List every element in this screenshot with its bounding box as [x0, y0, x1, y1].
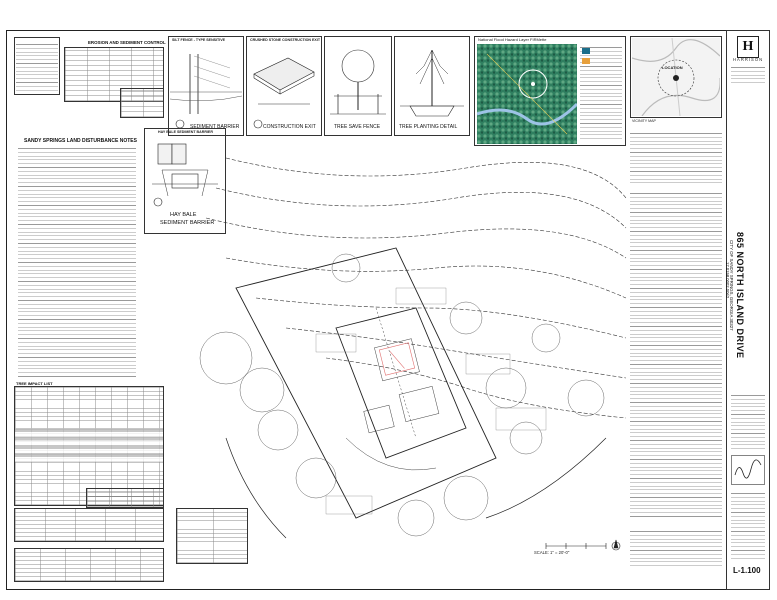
general-notes-text — [630, 190, 722, 520]
flood-legend-swatch — [582, 48, 590, 54]
crushed-stone-drawing — [248, 44, 320, 132]
hay-bale-label-1: HAY BALE — [170, 212, 197, 218]
construction-exit-label: CONSTRUCTION EXIT — [263, 124, 316, 130]
tree-impact-title: TREE IMPACT LIST — [16, 381, 53, 386]
recompense-table — [14, 508, 164, 542]
tree-impact-legend — [86, 488, 164, 508]
tree-save-drawing — [326, 44, 390, 124]
flood-legend-swatch-2 — [582, 58, 590, 64]
signature-stamp — [731, 455, 765, 485]
tree-impact-highlight-rows — [15, 428, 163, 462]
vicinity-location-label: LOCATION — [662, 65, 683, 70]
erosion-control-title: EROSION AND SEDIMENT CONTROL — [88, 40, 166, 45]
tree-planting-label: TREE PLANTING DETAIL — [399, 124, 458, 130]
flood-map-image — [477, 44, 577, 144]
sediment-barrier-label: SEDIMENT BARRIER — [190, 124, 240, 130]
hay-bale-caption: HAY BALE SEDIMENT BARRIER — [158, 130, 213, 134]
silt-fence-drawing — [170, 44, 242, 132]
flood-map-title: National Flood Hazard Layer FIRMette — [478, 37, 547, 42]
project-parcel: 17 0158 0002 0062 — [725, 262, 730, 299]
legend-notes — [630, 528, 722, 568]
firm-logo-icon: H — [737, 36, 759, 58]
sheet-number: L-1.100 — [733, 566, 761, 575]
vicinity-map-title: VICINITY MAP — [632, 119, 656, 123]
hay-bale-label-2: SEDIMENT BARRIER — [160, 220, 215, 226]
legend-lines — [16, 41, 58, 93]
site-plan-drawing — [166, 138, 628, 568]
project-title: 865 NORTH ISLAND DRIVE — [735, 232, 745, 359]
erosion-control-table-b — [120, 88, 164, 118]
sandy-springs-notes-text — [18, 145, 136, 377]
contact-info-block — [630, 130, 722, 184]
tree-planting-drawing — [396, 44, 468, 124]
silt-fence-caption: SILT FENCE - TYPE SENSITIVE — [172, 38, 226, 42]
sandy-springs-notes-title: SANDY SPRINGS LAND DISTURBANCE NOTES — [24, 138, 137, 144]
project-subtitle: CITY OF SANDY SPRINGS, GEORGIA 30327 — [729, 240, 734, 331]
density-table — [14, 548, 164, 582]
sheet-info-block — [731, 490, 765, 560]
revision-block — [731, 392, 765, 452]
crushed-stone-caption: CRUSHED STONE CONSTRUCTION EXIT — [250, 38, 321, 42]
firm-address — [731, 64, 765, 86]
scale-label: SCALE: 1" = 20'-0" — [534, 550, 570, 555]
vicinity-map-image — [632, 38, 720, 116]
firm-name: HARRISON — [733, 57, 764, 62]
tree-save-label: TREE SAVE FENCE — [334, 124, 381, 130]
